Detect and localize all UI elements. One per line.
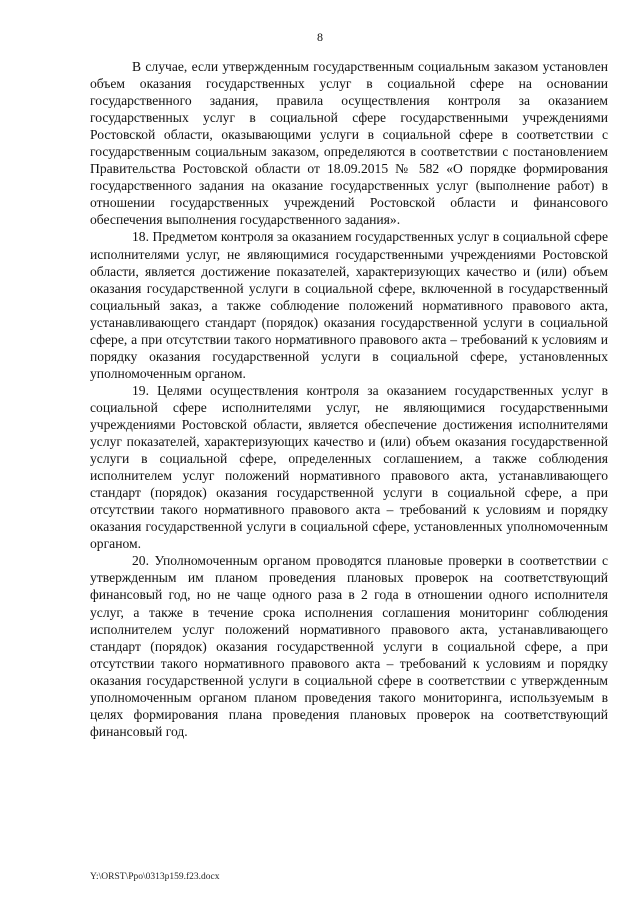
paragraph-18-control-subject: 18. Предметом контроля за оказанием государственных услуг в социальной сфере исполнителями услуг, не являющимися государственными учреждениями Ростовской области, является достижение показателей, характеризующих качество и (или) объем оказания государственной услуги в социальной сфере, включенной в государственный социальный заказ, а также соблюдение положений нормативного правового акта, устанавливающего стандарт (порядок) оказания государственной услуги в социальной сфере, а при отсутствии такого нормативного правового акта – требований к условиям и порядку оказания государственной услуги в социальной сфере, установленных уполномоченным органом. <box>90 229 608 381</box>
page-number: 8 <box>317 30 323 44</box>
paragraph-19-control-goals: 19. Целями осуществления контроля за оказанием государственных услуг в социальной сфере исполнителями услуг, не являющимися государственными учреждениями Ростовской области, является обеспечение достижения исполнителями услуг показателей, характеризующих качество и (или) объем оказания государственной услуги в социальной сфере, определенных соглашением, а также соблюдения исполнителем услуг положений нормативного правового акта, устанавливающего стандарт (порядок) оказания государственной услуги в социальной сфере, а при отсутствии такого нормативного правового акта – требований к условиям и порядку оказания государственной услуги в социальной сфере, установленных уполномоченным органом. <box>90 382 608 552</box>
document-body <box>90 58 608 740</box>
paragraph-20-planned-inspections: 20. Уполномоченным органом проводятся плановые проверки в соответствии с утвержденным им планом проведения плановых проверок на соответствующий финансовый год, но не чаще одного раза в 2 года в отношении одного исполнителя услуг, а также в течение срока исполнения соглашения мониторинг соблюдения исполнителем услуг положений нормативного правового акта, устанавливающего стандарт (порядок) оказания государственной услуги в социальной сфере, а при отсутствии такого нормативного правового акта – требований к условиям и порядку оказания государственной услуги в социальной сфере в соответствии с утвержденным уполномоченным органом планом проведения такого мониторинга, используемым в целях формирования плана проведения плановых проверок на соответствующий финансовый год. <box>90 553 608 739</box>
footer-file-path: Y:\ORST\Ppo\0313p159.f23.docx <box>90 872 220 882</box>
paragraph-social-order-clause: В случае, если утвержденным государственным социальным заказом установлен объем оказания государственных услуг в социальной сфере на основании государственного задания, правила осуществления контроля за оказанием государственных услуг в социальной сфере государственными учреждениями Ростовской области, оказывающими услуги в социальной сфере в соответствии с государственным социальным заказом, определяются в соответствии с постановлением Правительства Ростовской области от 18.09.2015 № 582 «О порядке формирования государственного задания на оказание государственных услуг (выполнение работ) в отношении государственных учреждений Ростовской области и финансового обеспечения выполнения государственного задания». <box>90 59 608 228</box>
